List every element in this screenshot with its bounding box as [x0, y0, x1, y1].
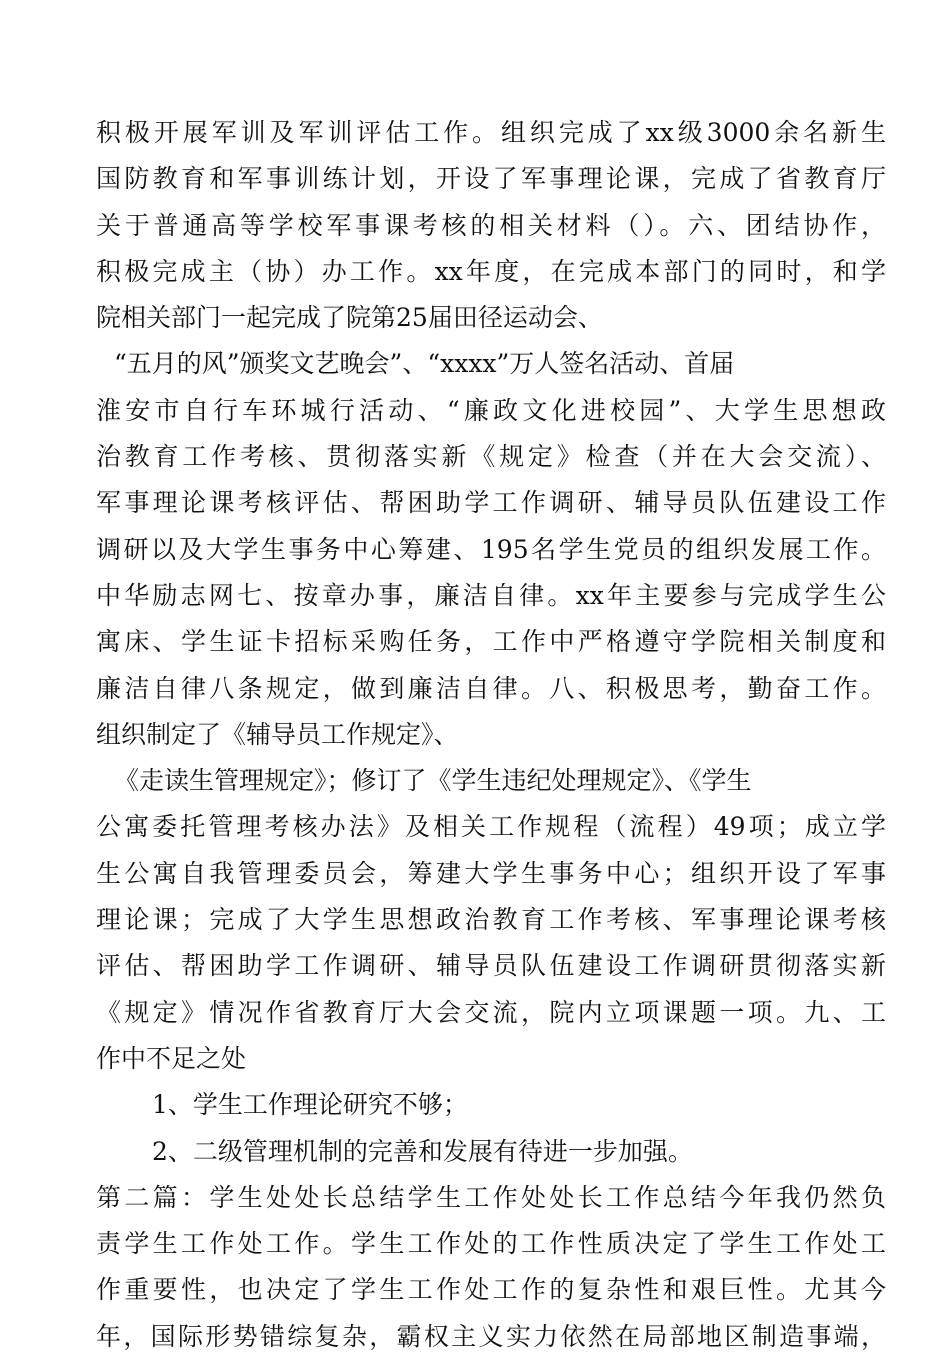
text-line: 组织制定了《辅导员工作规定》、	[96, 719, 459, 749]
text-line: 《走读生管理规定》；修订了《学生违纪处理规定》、《学生	[114, 766, 752, 796]
text-line: 作中不足之处	[96, 1043, 247, 1073]
text-line: 责学生工作处工作。学生工作处的工作性质决定了学生工作处工	[96, 1229, 886, 1259]
text-line: 院相关部门一起完成了院第25届田径运动会、	[96, 303, 603, 333]
text-line: 军事理论课考核评估、帮困助学工作调研、辅导员队伍建设工作	[96, 488, 886, 518]
text-line: 《规定》情况作省教育厅大会交流，院内立项课题一项。九、工	[96, 997, 886, 1027]
text-line: 理论课；完成了大学生思想政治教育工作考核、军事理论课考核	[96, 905, 886, 935]
list-item: 1、学生工作理论研究不够；	[152, 1090, 468, 1120]
text-line: 调研以及大学生事务中心筹建、195名学生党员的组织发展工作。	[96, 534, 886, 564]
document-body	[96, 110, 886, 1360]
text-line: 寓床、学生证卡招标采购任务，工作中严格遵守学院相关制度和	[96, 627, 886, 657]
text-line: 淮安市自行车环城行活动、“廉政文化进校园”、大学生思想政	[96, 395, 886, 425]
text-line: 生公寓自我管理委员会，筹建大学生事务中心；组织开设了军事	[96, 858, 886, 888]
text-line: 关于普通高等学校军事课考核的相关材料（）。六、团结协作，	[96, 210, 886, 240]
text-line: 年，国际形势错综复杂，霸权主义实力依然在局部地区制造事端，	[96, 1321, 886, 1351]
text-line: 积极完成主（协）办工作。xx年度，在完成本部门的同时，和学	[96, 256, 886, 286]
text-line: 廉洁自律八条规定，做到廉洁自律。八、积极思考，勤奋工作。	[96, 673, 886, 703]
text-line: 公寓委托管理考核办法》及相关工作规程（流程）49项；成立学	[96, 812, 886, 842]
text-line: 中华励志网七、按章办事，廉洁自律。xx年主要参与完成学生公	[96, 580, 886, 610]
text-line: 第二篇：学生处处长总结学生工作处处长工作总结今年我仍然负	[96, 1182, 886, 1212]
text-line: “五月的风”颁奖文艺晚会”、“xxxx”万人签名活动、首届	[114, 349, 735, 379]
list-item: 2、二级管理机制的完善和发展有待进一步加强。	[152, 1136, 693, 1166]
text-line: 治教育工作考核、贯彻落实新《规定》检查（并在大会交流）、	[96, 442, 886, 472]
text-line: 作重要性，也决定了学生工作处工作的复杂性和艰巨性。尤其今	[96, 1275, 886, 1305]
text-line: 评估、帮困助学工作调研、辅导员队伍建设工作调研贯彻落实新	[96, 951, 886, 981]
text-line: 积极开展军训及军训评估工作。组织完成了xx级3000余名新生	[96, 118, 886, 147]
text-line: 国防教育和军事训练计划，开设了军事理论课，完成了省教育厅	[96, 164, 886, 194]
